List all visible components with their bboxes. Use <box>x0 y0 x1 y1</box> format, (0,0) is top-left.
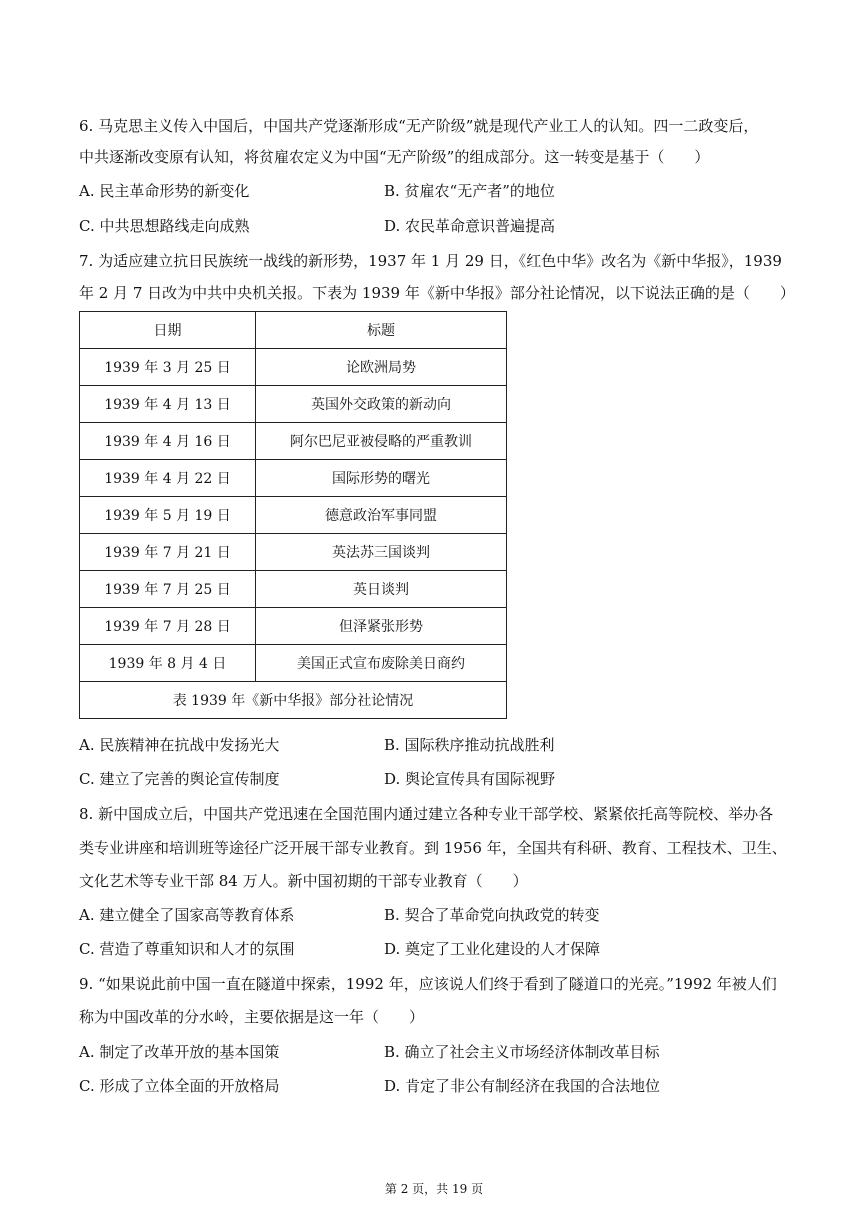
table-cell-date: 1939 年 7 月 28 日 <box>80 608 256 645</box>
table-row <box>80 534 507 571</box>
table-row <box>80 423 507 460</box>
table-cell-date: 1939 年 4 月 13 日 <box>80 386 256 423</box>
table-header-date: 日期 <box>80 312 256 349</box>
question-6-line-1: 6. 马克思主义传入中国后，中国共产党逐渐形成“无产阶级”就是现代产业工人的认知。四一二政变后， <box>79 117 759 135</box>
table-caption-row <box>80 682 507 719</box>
table-row <box>80 608 507 645</box>
question-9-option-b: B. 确立了社会主义市场经济体制改革目标 <box>384 1043 660 1061</box>
table-row <box>80 349 507 386</box>
table-header-row <box>80 312 507 349</box>
page-number: 第 2 页，共 19 页 <box>384 1182 484 1196</box>
table-cell-date: 1939 年 7 月 21 日 <box>80 534 256 571</box>
table-cell-date: 1939 年 3 月 25 日 <box>80 349 256 386</box>
editorial-table <box>79 311 507 719</box>
table-cell-date: 1939 年 7 月 25 日 <box>80 571 256 608</box>
question-8-line-3: 文化艺术等专业干部 84 万人。新中国初期的干部专业教育（ ） <box>79 872 528 890</box>
table-cell-title: 英国外交政策的新动向 <box>256 386 507 423</box>
question-9-line-2: 称为中国改革的分水岭，主要依据是这一年（ ） <box>79 1008 425 1026</box>
question-8-option-d: D. 奠定了工业化建设的人才保障 <box>384 940 601 958</box>
question-6-option-a: A. 民主革命形势的新变化 <box>79 182 250 200</box>
table-row <box>80 645 507 682</box>
table-cell-title: 英日谈判 <box>256 571 507 608</box>
table-cell-title: 国际形势的曙光 <box>256 460 507 497</box>
question-8-line-1: 8. 新中国成立后，中国共产党迅速在全国范围内通过建立各种专业干部学校、紧紧依托高等院校、举办各 <box>79 805 774 823</box>
table-cell-title: 德意政治军事同盟 <box>256 497 507 534</box>
question-7-line-1: 7. 为适应建立抗日民族统一战线的新形势，1937 年 1 月 29 日，《红色中华》改名为《新中华报》，1939 <box>79 252 782 270</box>
question-6-line-2: 中共逐渐改变原有认知，将贫雇农定义为中国“无产阶级”的组成部分。这一转变是基于（ ） <box>79 148 710 166</box>
table-row <box>80 386 507 423</box>
table-cell-date: 1939 年 5 月 19 日 <box>80 497 256 534</box>
table-row <box>80 460 507 497</box>
question-8-line-2: 类专业讲座和培训班等途径广泛开展干部专业教育。到 1956 年，全国共有科研、教育、工程技术、卫生、 <box>79 839 787 857</box>
question-6-option-b: B. 贫雇农“无产者”的地位 <box>384 182 555 200</box>
question-6-option-d: D. 农民革命意识普遍提高 <box>384 217 556 235</box>
question-7-option-b: B. 国际秩序推动抗战胜利 <box>384 736 555 754</box>
question-9-option-a: A. 制定了改革开放的基本国策 <box>79 1043 280 1061</box>
question-7-option-a: A. 民族精神在抗战中发扬光大 <box>79 736 280 754</box>
question-8-option-a: A. 建立健全了国家高等教育体系 <box>79 906 295 924</box>
table-cell-title: 论欧洲局势 <box>256 349 507 386</box>
table-row <box>80 497 507 534</box>
question-7-line-2: 年 2 月 7 日改为中共中央机关报。下表为 1939 年《新中华报》部分社论情况，以下说法正确的是（ ） <box>79 284 795 302</box>
table-row <box>80 571 507 608</box>
question-6-option-c: C. 中共思想路线走向成熟 <box>79 217 250 235</box>
table-cell-title: 美国正式宣布废除美日商约 <box>256 645 507 682</box>
table-caption: 表 1939 年《新中华报》部分社论情况 <box>80 682 507 719</box>
table-cell-title: 英法苏三国谈判 <box>256 534 507 571</box>
table-cell-title: 但泽紧张形势 <box>256 608 507 645</box>
question-9-option-d: D. 肯定了非公有制经济在我国的合法地位 <box>384 1077 661 1095</box>
table-cell-date: 1939 年 4 月 22 日 <box>80 460 256 497</box>
table-cell-title: 阿尔巴尼亚被侵略的严重教训 <box>256 423 507 460</box>
question-8-option-b: B. 契合了革命党向执政党的转变 <box>384 906 600 924</box>
question-8-option-c: C. 营造了尊重知识和人才的氛围 <box>79 940 295 958</box>
table-cell-date: 1939 年 4 月 16 日 <box>80 423 256 460</box>
question-7-option-c: C. 建立了完善的舆论宣传制度 <box>79 770 280 788</box>
table-header-title: 标题 <box>256 312 507 349</box>
question-9-line-1: 9. “如果说此前中国一直在隧道中探索，1992 年，应该说人们终于看到了隧道口的光亮。”1992 年被人们 <box>79 975 777 993</box>
question-9-option-c: C. 形成了立体全面的开放格局 <box>79 1077 280 1095</box>
question-7-option-d: D. 舆论宣传具有国际视野 <box>384 770 556 788</box>
table-cell-date: 1939 年 8 月 4 日 <box>80 645 256 682</box>
